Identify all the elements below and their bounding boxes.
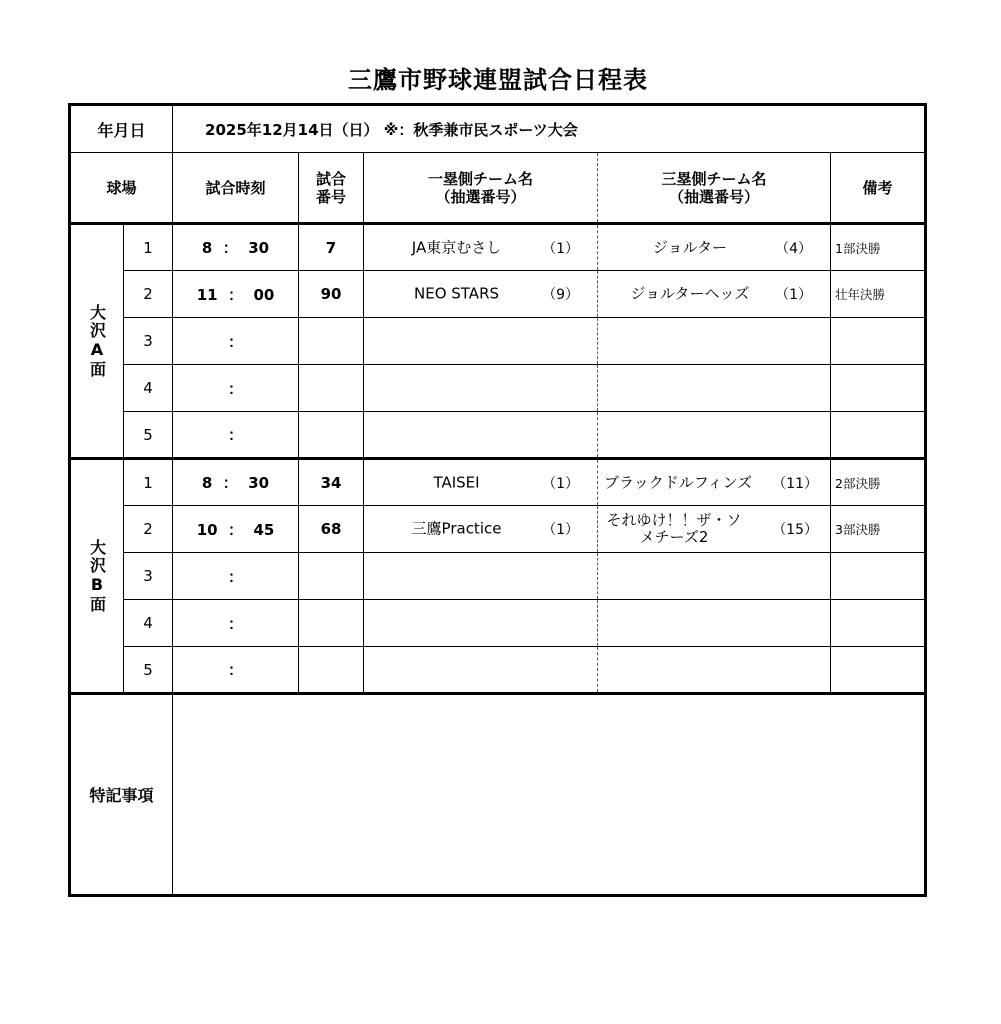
row-number: 1 <box>124 224 173 271</box>
third-base-team <box>598 318 831 365</box>
first-base-team <box>364 318 598 365</box>
third-base-team <box>598 224 831 271</box>
table-row <box>70 412 926 459</box>
game-number <box>299 412 364 459</box>
note-cell <box>831 365 926 412</box>
team-name: ジョルターヘッズ <box>630 284 750 303</box>
table-row <box>70 459 926 506</box>
row-number: 3 <box>124 553 173 600</box>
lottery-number: （11） <box>772 475 819 492</box>
row-number: 5 <box>124 412 173 459</box>
header-first-base-team <box>364 153 598 224</box>
header-team3-line2: （抽選番号） <box>669 187 760 206</box>
header-game-no-text: 試合番号 <box>316 169 347 206</box>
page-title: 三鷹市野球連盟試合日程表 <box>348 66 648 94</box>
field-name-a <box>70 224 124 459</box>
game-time: 11 ： 00 <box>173 271 299 318</box>
first-base-team <box>364 553 598 600</box>
note-cell <box>831 647 926 694</box>
game-number <box>299 553 364 600</box>
note-cell: 1部決勝 <box>831 224 926 271</box>
table-row <box>70 224 926 271</box>
row-number: 4 <box>124 600 173 647</box>
special-notes-content <box>173 694 926 896</box>
note-cell <box>831 600 926 647</box>
team-name: TAISEI <box>433 473 480 491</box>
row-number: 5 <box>124 647 173 694</box>
lottery-number: （9） <box>542 287 580 303</box>
field-name-b-text: 大沢B面 <box>87 538 107 614</box>
header-team1-line1: 一塁側チーム名 <box>428 169 534 188</box>
header-team1-line2: （抽選番号） <box>435 187 526 206</box>
schedule-table <box>68 103 927 897</box>
team-name: NEO STARS <box>414 284 500 303</box>
row-number: 4 <box>124 365 173 412</box>
game-number: 7 <box>299 224 364 271</box>
first-base-team <box>364 647 598 694</box>
third-base-team <box>598 459 831 506</box>
first-base-team <box>364 365 598 412</box>
lottery-number: （15） <box>772 522 819 538</box>
first-base-team <box>364 412 598 459</box>
team-name: JA東京むさし <box>411 238 502 256</box>
third-base-team <box>598 506 831 553</box>
first-base-team <box>364 600 598 647</box>
header-time: 試合時刻 <box>173 153 299 224</box>
table-row <box>70 506 926 553</box>
note-cell: 2部決勝 <box>831 459 926 506</box>
game-number <box>299 365 364 412</box>
lottery-number: （1） <box>775 287 813 303</box>
game-time: ： <box>173 318 299 365</box>
lottery-number: （1） <box>542 475 580 492</box>
header-game-no <box>299 153 364 224</box>
game-number: 34 <box>299 459 364 506</box>
note-cell <box>831 318 926 365</box>
third-base-team <box>598 553 831 600</box>
table-row <box>70 365 926 412</box>
field-name-a-text: 大沢A面 <box>87 303 107 379</box>
team-name: ジョルター <box>652 238 728 256</box>
third-base-team <box>598 365 831 412</box>
game-time: 8 ： 30 <box>173 224 299 271</box>
first-base-team <box>364 506 598 553</box>
third-base-team <box>598 647 831 694</box>
date-label: 年月日 <box>70 105 173 153</box>
special-notes-label: 特記事項 <box>70 694 173 896</box>
game-number <box>299 318 364 365</box>
game-time: ： <box>173 600 299 647</box>
note-cell: 壮年決勝 <box>831 271 926 318</box>
game-number <box>299 600 364 647</box>
game-time: 8 ： 30 <box>173 459 299 506</box>
lottery-number: （1） <box>542 522 580 538</box>
team-name: ブラックドルフィンズ <box>604 473 753 491</box>
team-name: それゆけ！！ザ・ソメチーズ2 <box>606 511 742 546</box>
date-row <box>70 105 926 153</box>
note-cell <box>831 412 926 459</box>
table-row <box>70 271 926 318</box>
third-base-team <box>598 600 831 647</box>
third-base-team <box>598 271 831 318</box>
game-time: ： <box>173 412 299 459</box>
row-number: 2 <box>124 506 173 553</box>
lottery-number: （4） <box>775 240 813 257</box>
header-field: 球場 <box>70 153 173 224</box>
lottery-number: （1） <box>542 240 580 257</box>
table-row <box>70 600 926 647</box>
table-row <box>70 553 926 600</box>
row-number: 1 <box>124 459 173 506</box>
team-name: 三鷹Practice <box>411 519 502 538</box>
game-time: 10 ： 45 <box>173 506 299 553</box>
field-name-b <box>70 459 124 694</box>
game-time: ： <box>173 365 299 412</box>
date-value: 2025年12月14日（日） ※：秋季兼市民スポーツ大会 <box>173 105 926 153</box>
note-cell: 3部決勝 <box>831 506 926 553</box>
first-base-team <box>364 459 598 506</box>
third-base-team <box>598 412 831 459</box>
header-note: 備考 <box>831 153 926 224</box>
header-team3-line1: 三塁側チーム名 <box>661 169 767 188</box>
header-third-base-team <box>598 153 831 224</box>
special-notes-row <box>70 694 926 896</box>
table-row <box>70 647 926 694</box>
first-base-team <box>364 271 598 318</box>
header-row <box>70 153 926 224</box>
row-number: 3 <box>124 318 173 365</box>
game-number <box>299 647 364 694</box>
note-cell <box>831 553 926 600</box>
first-base-team <box>364 224 598 271</box>
game-number: 90 <box>299 271 364 318</box>
game-number: 68 <box>299 506 364 553</box>
game-time: ： <box>173 553 299 600</box>
row-number: 2 <box>124 271 173 318</box>
game-time: ： <box>173 647 299 694</box>
table-row <box>70 318 926 365</box>
